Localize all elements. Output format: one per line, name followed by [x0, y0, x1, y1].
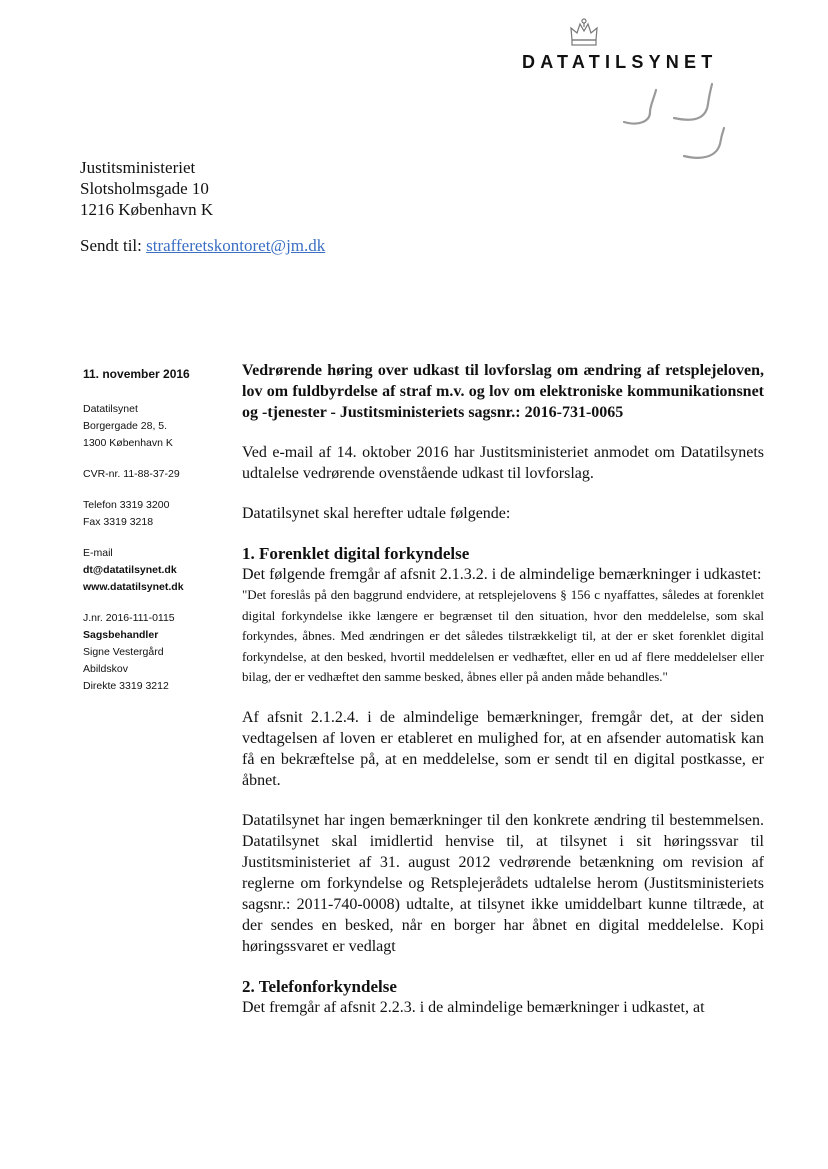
fax-line: Fax 3319 3218 [83, 516, 154, 528]
crown-icon [568, 18, 600, 48]
cvr-line: CVR-nr. 11-88-37-29 [83, 468, 180, 480]
phone-line: Telefon 3319 3200 [83, 499, 170, 511]
quoted-text: "Det foreslås på den baggrund endvidere, at retsplejelovens § 156 c nyaffattes, således at forenklet digital forkyndelse ikke længere er begrænset til den situation, hvor den meddelelse, som skal forkyndes, åbnes. Med ændringen er det således tilstrækkeligt til, at der er sket forenklet digital forkyndelse, at den besked, hvortil meddelelsen er vedhæftet, eller en ud af flere meddelelser eller bilag, der er vedhæftet den samme besked, åbnes eller på anden måde behandles." [242, 587, 764, 684]
section-1-paragraph: Det følgende fremgår af afsnit 2.1.3.2. i de almindelige bemærkninger i udkastet: [242, 566, 762, 583]
sender-address [83, 401, 223, 452]
sender-sidebar [83, 366, 223, 709]
sent-to-line [80, 236, 325, 256]
sender-email: dt@datatilsynet.dk [83, 564, 177, 576]
section-2-paragraph: Det fremgår af afsnit 2.2.3. i de almindelige bemærkninger i udkastet, at [242, 998, 705, 1016]
letter-body [242, 360, 764, 1018]
direct-phone: Direkte 3319 3212 [83, 680, 169, 692]
case-number: J.nr. 2016-111-0115 [83, 612, 175, 624]
email-block [83, 545, 223, 596]
case-handler-label: Sagsbehandler [83, 629, 159, 641]
sender-address-line: Borgergade 28, 5. [83, 420, 168, 432]
letter-date: 11. november 2016 [83, 367, 190, 381]
recipient-line: Justitsministeriet [80, 158, 196, 177]
sender-address-line: 1300 København K [83, 437, 173, 449]
section-2-heading: 2. Telefonforkyndelse [242, 976, 397, 996]
section-1-heading: 1. Forenklet digital forkyndelse [242, 544, 470, 563]
statement-paragraph: Datatilsynet skal herefter udtale følgende: [242, 505, 511, 522]
sent-to-label: Sendt til: [80, 236, 142, 255]
phone-block [83, 497, 223, 531]
recipient-line: Slotsholmsgade 10 [80, 179, 209, 198]
recipient-address [80, 157, 213, 220]
intro-paragraph: Ved e-mail af 14. oktober 2016 har Justitsministeriet anmodet om Datatilsynets udtalelse vedrørende ovenstående udkast til lovforslag. [242, 444, 764, 482]
section-1-paragraph: Af afsnit 2.1.2.4. i de almindelige bemærkninger, fremgår det, at der siden vedtagelsen af loven er etableret en mulighed for, at en afsender automatisk kan få en bekræftelse på, at en meddelelse, som er sendt til en digital postkasse, er åbnet. [242, 708, 764, 789]
sender-address-line: Datatilsynet [83, 403, 138, 415]
brand-wordmark: DATATILSYNET [522, 52, 718, 72]
email-label: E-mail [83, 547, 113, 559]
case-block [83, 610, 223, 695]
case-handler-name: Abildskov [83, 663, 128, 675]
handwritten-signature [620, 82, 730, 162]
recipient-email-link[interactable]: strafferetskontoret@jm.dk [146, 236, 326, 255]
case-handler-name: Signe Vestergård [83, 646, 164, 658]
recipient-line: 1216 København K [80, 200, 214, 219]
letter-subject: Vedrørende høring over udkast til lovforslag om ændring af retsplejeloven, lov om fuldbyrdelse af straf m.v. og lov om elektroniske kommunikationsnet og -tjenester - Justitsministeriets sagsnr.: 2016-731-0065 [242, 362, 764, 421]
sender-website: www.datatilsynet.dk [83, 581, 184, 593]
section-1-paragraph: Datatilsynet har ingen bemærkninger til den konkrete ændring til bestemmelsen. Datatilsynet skal imidlertid henvise til, at tilsynet i sit høringssvar til Justitsministeriet af 31. august 2012 vedrørende betænkning om revision af reglerne om forkyndelse og Retsplejerådets udtalelse herom (Justitsministeriets sagsnr.: 2011-740-0008) udtalte, at tilsynet ikke umiddelbart kunne tiltræde, at der sendes en besked, når en borger har åbnet en digital meddelelse. Kopi høringssvaret er vedlagt [242, 811, 764, 955]
cvr-number [83, 466, 223, 483]
